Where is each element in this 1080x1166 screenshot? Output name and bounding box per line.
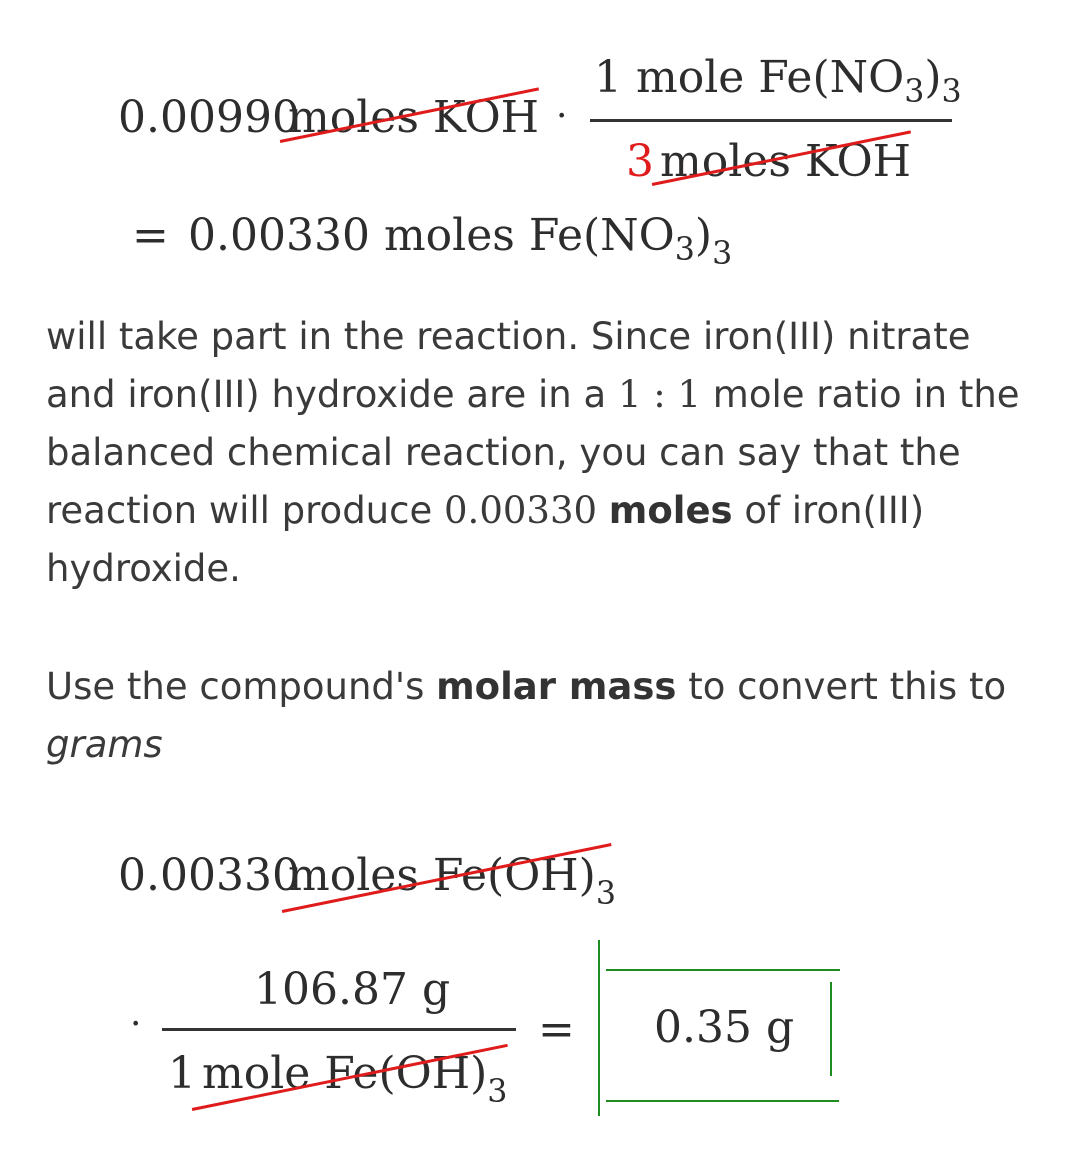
eq1-den-coefficient: 3 bbox=[626, 136, 654, 187]
eq1-result: 0.00330 moles $Fe(NO_3)_3$ bbox=[188, 210, 733, 273]
eq1-fraction-bar bbox=[590, 119, 952, 122]
eq1-numerator: 1 mole $Fe(NO_3)_3$ bbox=[594, 52, 962, 111]
eq2-den-coefficient: 1 bbox=[168, 1048, 196, 1099]
paragraph-explanation: will take part in the reaction. Since iron(III) nitrate and iron(III) hydroxide are in a 1 : 1 mole ratio in the balanced chemical reaction, you can say that the reaction will produce 0.00330 moles of iron(III) hydroxide. bbox=[46, 315, 1020, 590]
bold-molar-mass: molar mass bbox=[436, 665, 677, 708]
eq2-unit: moles $Fe(OH)_3$ bbox=[288, 850, 616, 913]
eq1-amount: 0.00990 bbox=[118, 92, 300, 143]
eq1-dot: · bbox=[556, 96, 568, 137]
bold-moles: moles bbox=[608, 489, 733, 532]
eq1-den-unit: moles KOH bbox=[660, 136, 912, 187]
answer-value: 0.35 g bbox=[654, 1002, 795, 1053]
eq2-fraction-bar bbox=[162, 1028, 516, 1031]
eq1-equals: = bbox=[132, 210, 169, 261]
eq2-den-unit: mole $Fe(OH)_3$ bbox=[202, 1048, 508, 1111]
eq2-dot: · bbox=[130, 1004, 142, 1045]
eq2-amount: 0.00330 bbox=[118, 850, 300, 901]
eq1-unit: moles KOH bbox=[288, 92, 540, 143]
eq2-equals: = bbox=[538, 1004, 575, 1055]
eq2-numerator: 106.87 g bbox=[254, 964, 451, 1015]
italic-grams: grams bbox=[46, 723, 163, 766]
paragraph-instruction: Use the compound's molar mass to convert this to grams bbox=[46, 665, 1007, 766]
